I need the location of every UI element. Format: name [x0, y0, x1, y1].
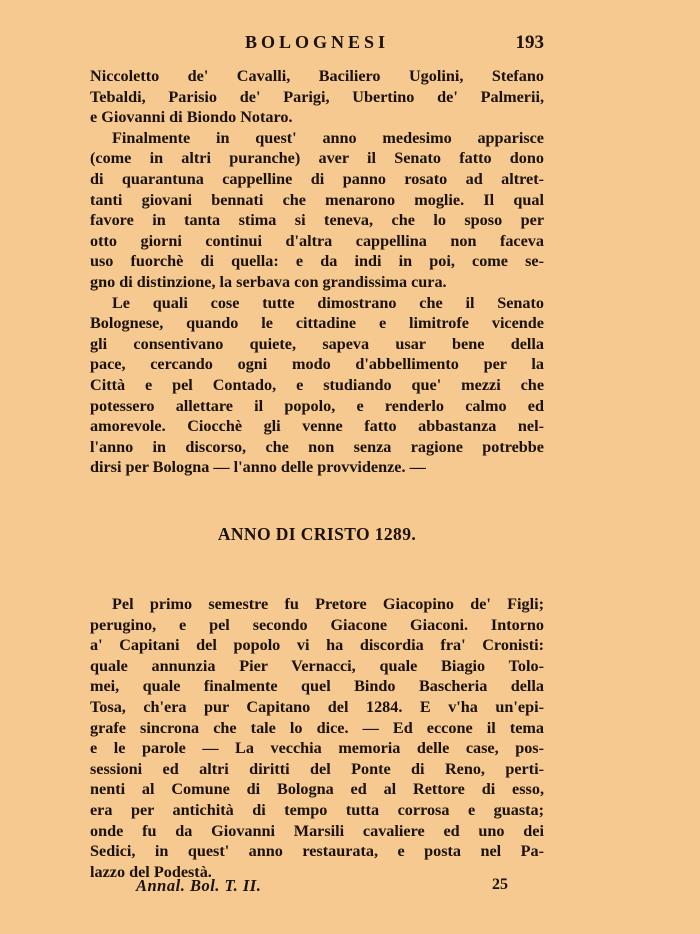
- text-line: potessero allettare il popolo, e renderlo calmo ed: [90, 396, 544, 415]
- paragraph: [90, 293, 544, 478]
- text-line: l'anno in discorso, che non senza ragione potrebbe: [90, 437, 544, 456]
- text-line: tanti giovani bennati che menarono moglie. Il qual: [90, 190, 544, 209]
- page-footer: [90, 876, 544, 900]
- section-heading: ANNO DI CRISTO 1289.: [217, 524, 417, 544]
- text-line: gno di distinzione, la serbava con grandissima cura.: [90, 272, 447, 291]
- text-line: favore in tanta stima si teneva, che lo sposo per: [90, 211, 544, 230]
- text-line: Le quali cose tutte dimostrano che il Senato: [112, 293, 544, 312]
- text-line: di quarantuna cappelline di panno rosato ad altret-: [90, 169, 544, 188]
- text-line: dirsi per Bologna — l'anno delle provvidenze. —: [90, 458, 426, 477]
- text-line: Pel primo semestre fu Pretore Giacopino de' Figli;: [112, 595, 544, 613]
- text-line: e le parole — La vecchia memoria delle case, pos-: [90, 739, 544, 758]
- text-line: Tebaldi, Parisio de' Parigi, Ubertino de' Palmerii,: [90, 87, 544, 106]
- text-line: e Giovanni di Biondo Notaro.: [90, 108, 293, 127]
- text-line: gli consentivano quiete, sapeva usar bene della: [90, 334, 544, 353]
- running-title: BOLOGNESI: [244, 32, 390, 52]
- body-text-top: [90, 66, 544, 478]
- text-line: Sedici, in quest' anno restaurata, e posta nel Pa-: [90, 842, 544, 861]
- text-line: grafe sincrona che tale lo dice. — Ed eccone il tema: [90, 718, 544, 737]
- text-line: Tosa, ch'era pur Capitano del 1284. E v'ha un'epi-: [90, 697, 544, 716]
- text-line: Bolognese, quando le cittadine e limitrofe vicende: [90, 314, 544, 333]
- paragraph: [90, 66, 544, 128]
- text-line: a' Capitani del popolo vi ha discordia fra' Cronisti:: [90, 636, 544, 655]
- text-line: mei, quale finalmente quel Bindo Bascheria della: [90, 677, 544, 696]
- text-line: pace, cercando ogni modo d'abbellimento per la: [90, 355, 544, 374]
- text-line: uso fuorchè di quella: e da indi in poi, come se-: [90, 252, 544, 271]
- text-line: (come in altri puranche) aver il Senato fatto dono: [90, 149, 544, 168]
- page-number: 193: [515, 32, 544, 53]
- running-head: [90, 32, 544, 56]
- signature-number: 25: [492, 876, 508, 893]
- text-line: lazzo del Podestà.: [90, 862, 212, 881]
- text-line: onde fu da Giovanni Marsili cavaliere ed uno dei: [90, 821, 544, 840]
- signature-mark: Annal. Bol. T. II.: [136, 876, 262, 895]
- text-line: sessioni ed altri diritti del Ponte di Reno, perti-: [90, 759, 544, 778]
- body-text-bottom: [90, 594, 544, 882]
- text-line: amorevole. Ciocchè gli venne fatto abbastanza nel-: [90, 417, 544, 436]
- text-line: otto giorni continui d'altra cappellina non faceva: [90, 231, 544, 250]
- paragraph: [90, 128, 544, 293]
- text-line: quale annunzia Pier Vernacci, quale Biagio Tolo-: [90, 656, 544, 675]
- text-line: Niccoletto de' Cavalli, Baciliero Ugolini, Stefano: [90, 67, 544, 85]
- text-line: Finalmente in quest' anno medesimo apparisce: [112, 128, 544, 147]
- text-line: era per antichità di tempo tutta corrosa e guasta;: [90, 800, 544, 819]
- text-line: nenti al Comune di Bologna ed al Rettore di esso,: [90, 780, 544, 799]
- text-line: Città e pel Contado, e studiando que' mezzi che: [90, 375, 544, 394]
- paragraph: [90, 594, 544, 882]
- text-line: perugino, e pel secondo Giacone Giaconi. Intorno: [90, 615, 544, 634]
